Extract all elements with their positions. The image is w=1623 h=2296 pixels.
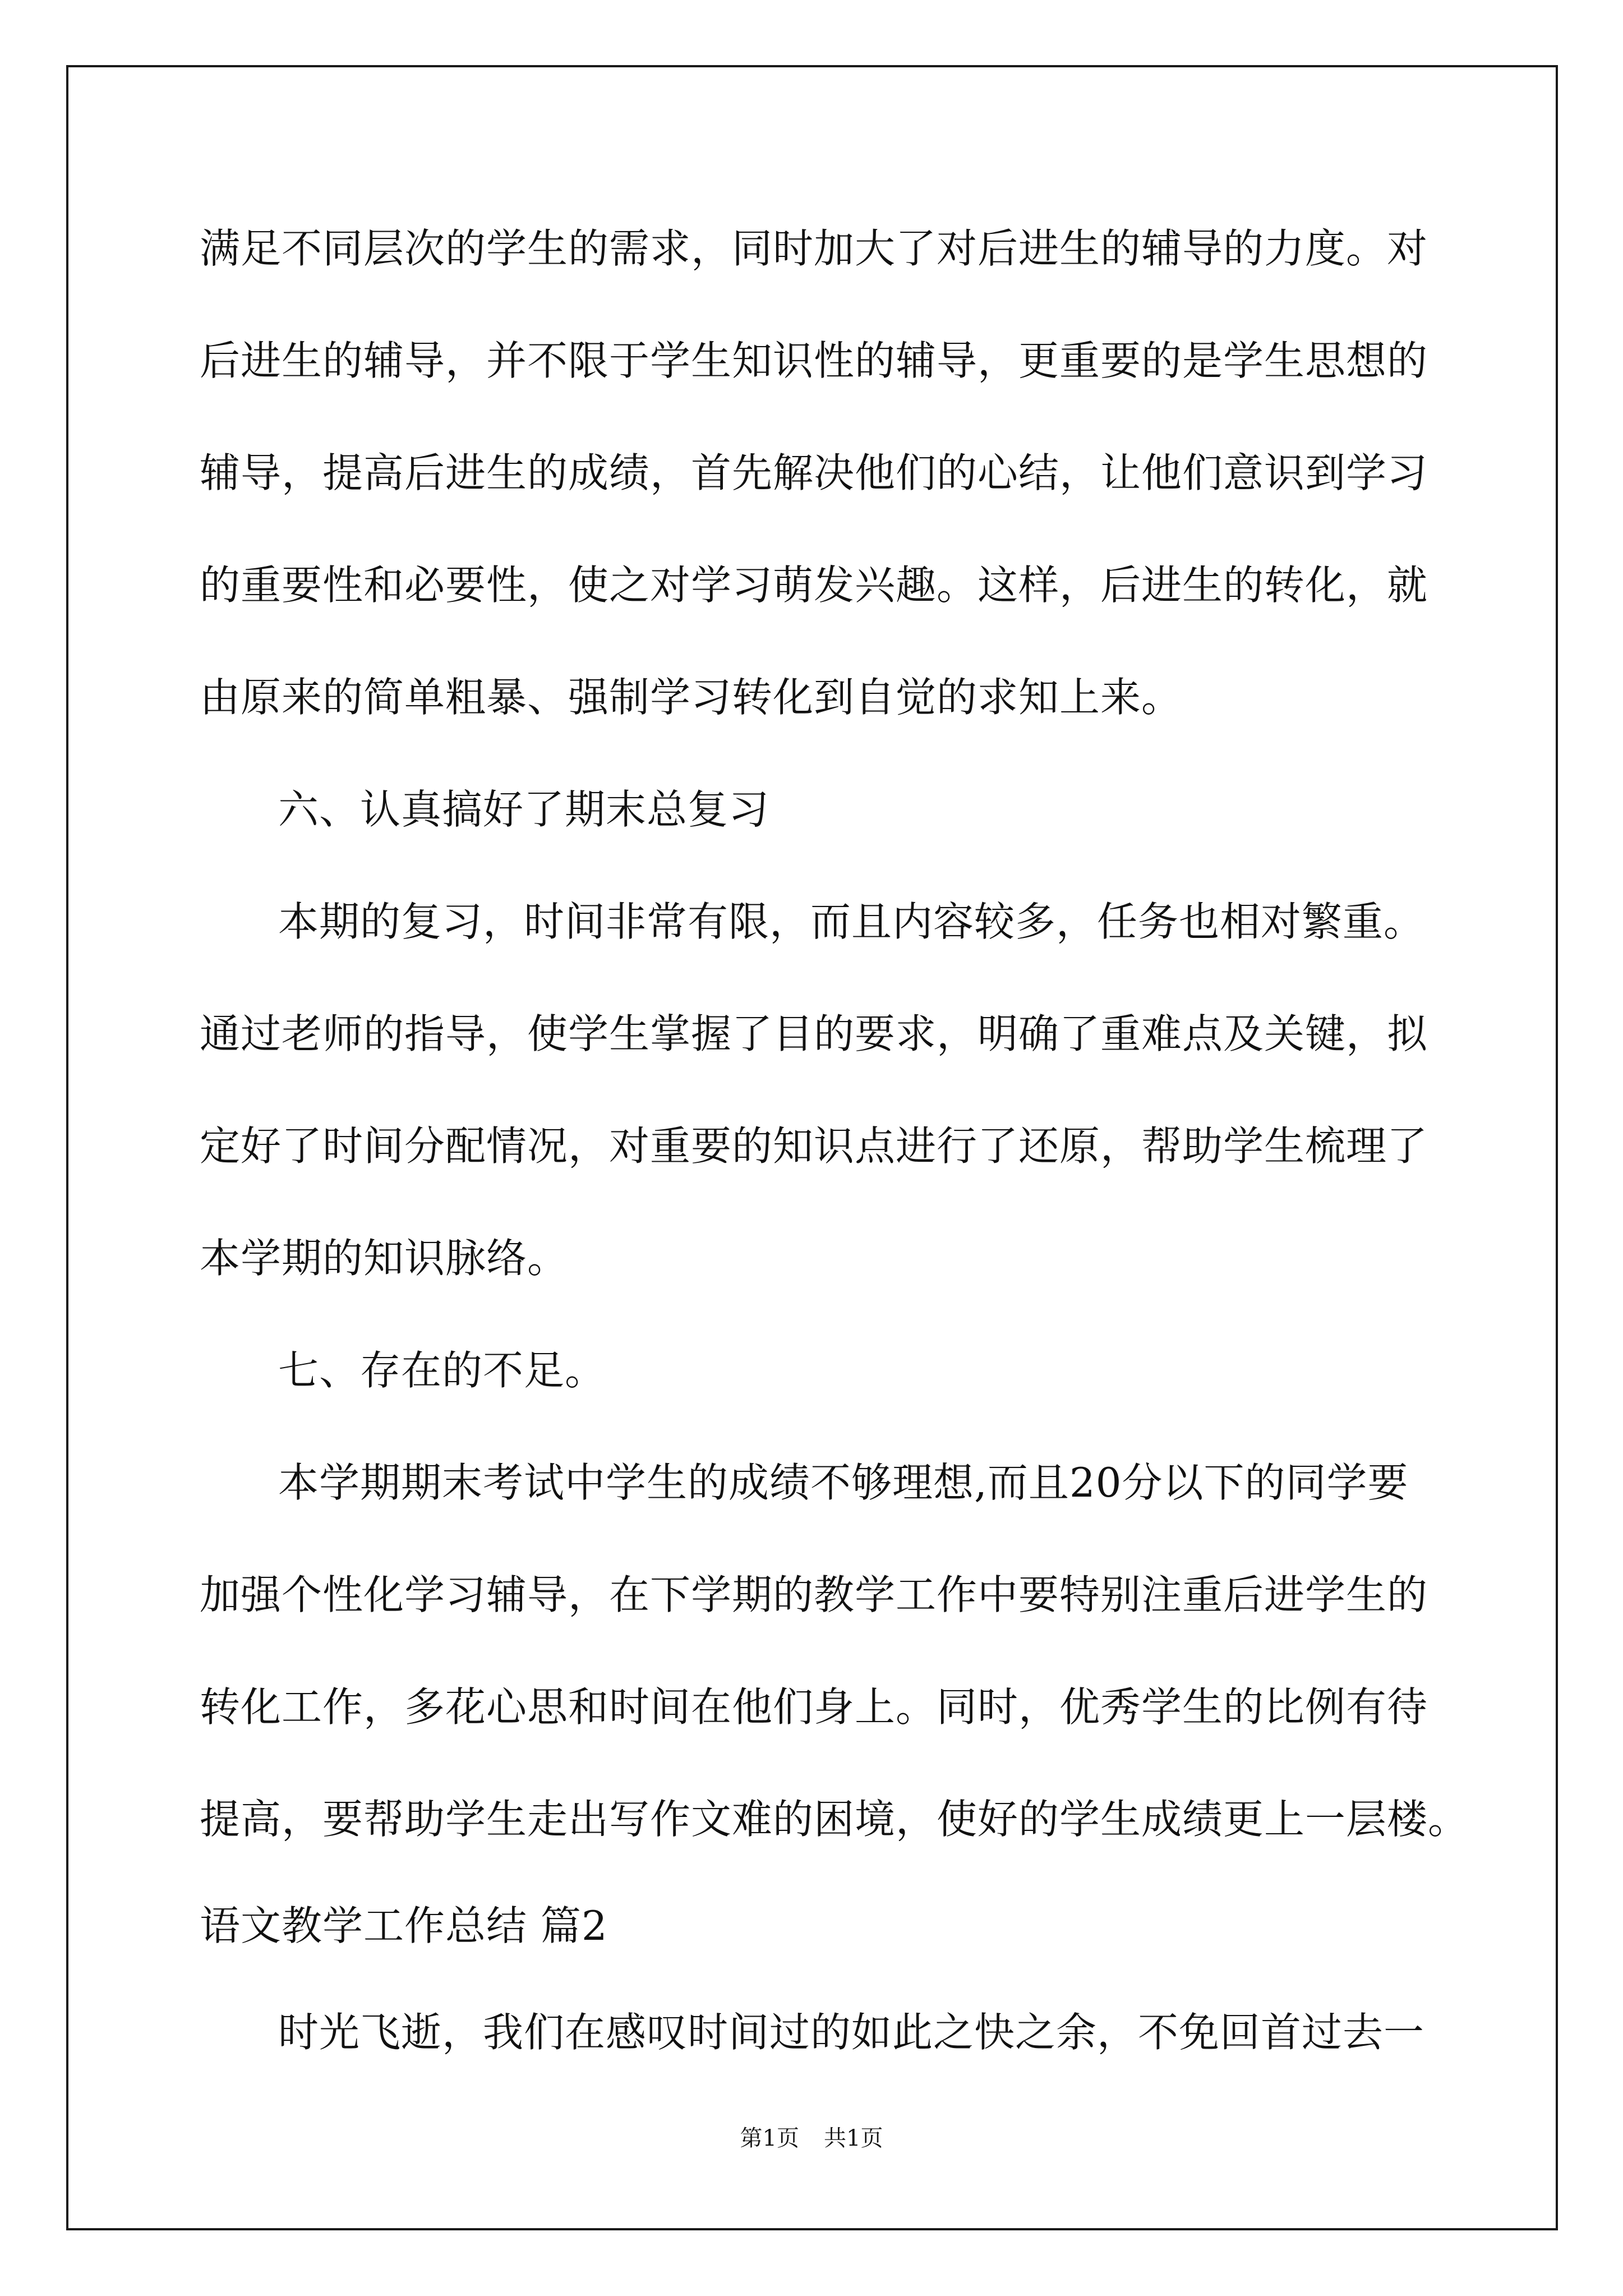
body-line: 本学期期末考试中学生的成绩不够理想,而且20分以下的同学要 — [278, 1459, 1409, 1506]
body-line: 提高，要帮助学生走出写作文难的困境，使好的学生成绩更上一层楼。 — [200, 1796, 1469, 1843]
body-line: 定好了时间分配情况，对重要的知识点进行了还原，帮助学生梳理了 — [200, 1122, 1428, 1170]
page-number: 第1页 — [740, 2125, 799, 2151]
body-line: 本学期的知识脉络。 — [200, 1235, 569, 1282]
section-heading: 七、存在的不足。 — [278, 1347, 606, 1394]
body-line: 加强个性化学习辅导，在下学期的教学工作中要特别注重后进学生的 — [200, 1571, 1428, 1618]
page-total: 共1页 — [824, 2125, 883, 2151]
body-line: 辅导，提高后进生的成绩，首先解决他们的心结，让他们意识到学习 — [200, 449, 1428, 496]
article-title: 语文教学工作总结 篇2 — [200, 1902, 608, 1949]
body-line: 通过老师的指导，使学生掌握了目的要求，明确了重难点及关键，拟 — [200, 1010, 1428, 1057]
body-line: 的重要性和必要性，使之对学习萌发兴趣。这样，后进生的转化，就 — [200, 562, 1428, 609]
page-footer — [0, 2122, 1623, 2155]
body-line: 本期的复习，时间非常有限，而且内容较多，任务也相对繁重。 — [278, 898, 1425, 945]
body-line: 满足不同层次的学生的需求，同时加大了对后进生的辅导的力度。对 — [200, 225, 1428, 272]
section-heading: 六、认真搞好了期末总复习 — [278, 786, 770, 833]
body-line: 时光飞逝，我们在感叹时间过的如此之快之余，不免回首过去一 — [278, 2009, 1425, 2056]
body-line: 由原来的简单粗暴、强制学习转化到自觉的求知上来。 — [200, 674, 1183, 721]
body-line: 转化工作，多花心思和时间在他们身上。同时，优秀学生的比例有待 — [200, 1683, 1428, 1731]
body-line: 后进生的辅导，并不限于学生知识性的辅导，更重要的是学生思想的 — [200, 337, 1428, 384]
